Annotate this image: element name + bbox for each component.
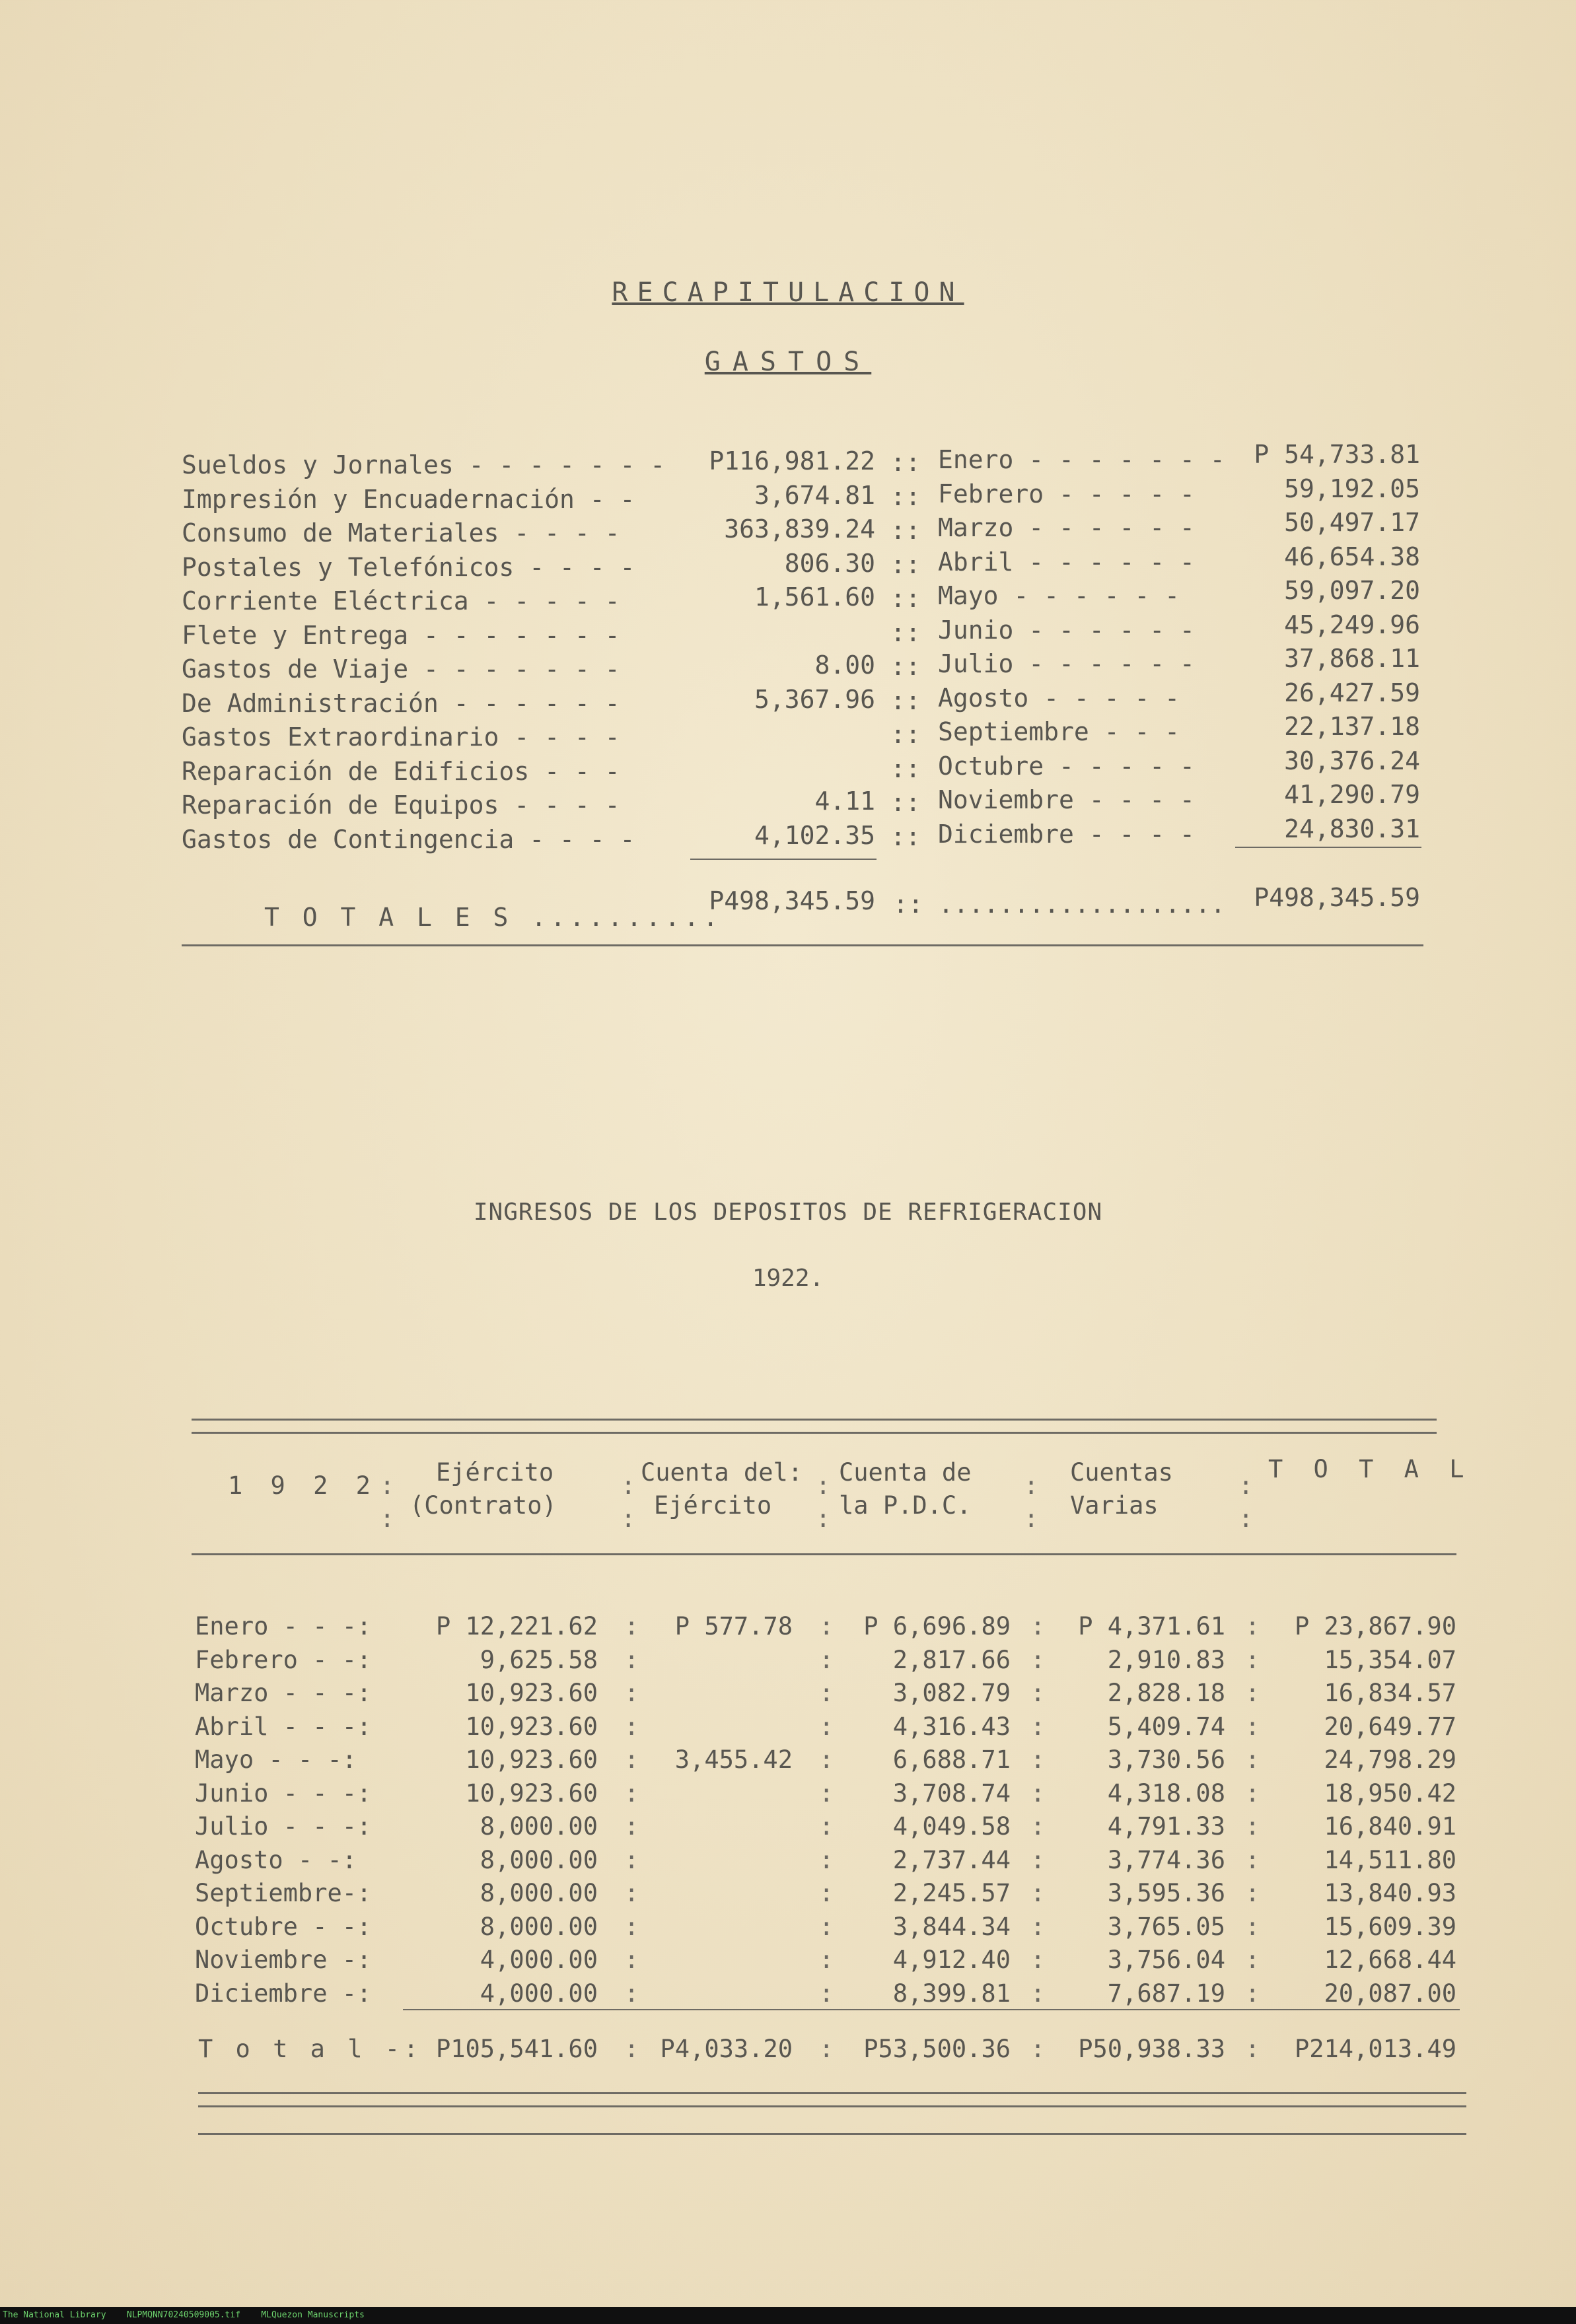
expense-label: Reparación de Equipos - - - - [182, 791, 620, 820]
expense-label: Reparación de Edificios - - - [182, 757, 620, 786]
row-colon: : [1245, 1879, 1260, 1907]
recap-separator: :: [890, 720, 921, 749]
expense-label: Corriente Eléctrica - - - - - [182, 586, 620, 616]
row-c1-value: 4,000.00 [480, 1979, 598, 2008]
row-c1-value: 8,000.00 [480, 1879, 598, 1907]
row-colon: : [1245, 1779, 1260, 1808]
recap-separator: :: [890, 584, 921, 613]
row-month: Noviembre -: [195, 1946, 372, 1974]
row-colon: : [1030, 1846, 1046, 1874]
row-colon: : [819, 1646, 834, 1674]
row-month: Septiembre-: [195, 1879, 372, 1907]
expense-label: Gastos de Viaje - - - - - - - [182, 654, 620, 684]
row-colon: : [624, 1679, 639, 1707]
month-amount: 59,097.20 [1284, 576, 1420, 605]
row-colon: : [624, 1779, 639, 1808]
row-c3-value: 4,912.40 [892, 1946, 1011, 1974]
total-c1-value: P105,541.60 [435, 2035, 598, 2063]
row-colon: : [1030, 1745, 1046, 1774]
row-c1-value: 8,000.00 [480, 1913, 598, 1941]
month-label: Noviembre - - - - [938, 785, 1195, 814]
row-colon: : [1245, 1712, 1260, 1741]
row-colon: : [1245, 1846, 1260, 1874]
month-amount: 46,654.38 [1284, 542, 1420, 571]
recap-separator: :: [890, 754, 921, 783]
row-c5-value: 20,087.00 [1324, 1979, 1456, 2008]
total-colon: : [1030, 2035, 1046, 2063]
header-colon: : [621, 1471, 636, 1500]
expense-amount: P116,981.22 [709, 446, 875, 475]
row-c5-value: 14,511.80 [1324, 1846, 1456, 1874]
row-colon: : [1245, 1979, 1260, 2008]
header-colon: : [380, 1471, 395, 1500]
recap-separator: :: [890, 788, 921, 817]
expense-label: Impresión y Encuadernación - - [182, 485, 635, 514]
row-colon: : [1030, 1979, 1046, 2008]
ingresos-bottom-rule-2 [198, 2105, 1466, 2107]
ingresos-title: INGRESOS DE LOS DEPOSITOS DE REFRIGERACION [473, 1199, 1103, 1226]
row-c3-value: 2,817.66 [892, 1646, 1011, 1674]
table-row [0, 1644, 1576, 1677]
row-colon: : [1245, 1946, 1260, 1974]
row-colon: : [624, 1712, 639, 1741]
table-row [0, 1777, 1576, 1810]
row-c3-value: 4,316.43 [892, 1712, 1011, 1741]
expense-label: Flete y Entrega - - - - - - - [182, 621, 620, 650]
row-c1-value: 10,923.60 [465, 1679, 598, 1707]
row-c1-value: 4,000.00 [480, 1946, 598, 1974]
row-colon: : [819, 1879, 834, 1907]
header-col1-line1: Ejército [436, 1458, 554, 1487]
row-c5-value: 16,834.57 [1324, 1679, 1456, 1707]
ingresos-sum-rule [403, 2009, 1460, 2010]
row-c3-value: 2,245.57 [892, 1879, 1011, 1907]
row-colon: : [624, 1913, 639, 1941]
table-row [0, 1977, 1576, 2010]
month-label: Junio - - - - - - [938, 616, 1195, 645]
header-year: 1 9 2 2 [228, 1471, 377, 1500]
header-colon: : [1238, 1471, 1254, 1500]
recap-separator: :: [890, 482, 921, 511]
month-amount: 26,427.59 [1284, 678, 1420, 707]
recap-subtitle: GASTOS [704, 347, 872, 377]
row-c5-value: 15,609.39 [1324, 1913, 1456, 1941]
row-colon: : [1245, 1646, 1260, 1674]
recap-separator: :: [890, 686, 921, 715]
expense-amount: 363,839.24 [724, 514, 875, 544]
month-label: Mayo - - - - - - [938, 581, 1180, 610]
archive-footer: The National Library NLPMQNN70240509005.tif MLQuezon Manuscripts [0, 2307, 1576, 2324]
table-row [0, 1677, 1576, 1710]
header-col1-line2: (Contrato) [410, 1491, 557, 1520]
row-c5-value: 24,798.29 [1324, 1745, 1456, 1774]
expense-label: Consumo de Materiales - - - - [182, 518, 620, 547]
month-amount: 45,249.96 [1284, 610, 1420, 639]
month-label: Septiembre - - - [938, 717, 1180, 746]
table-row [0, 1844, 1576, 1877]
row-colon: : [624, 1979, 639, 2008]
row-c5-value: 20,649.77 [1324, 1712, 1456, 1741]
month-label: Febrero - - - - - [938, 479, 1195, 509]
total-colon: : [624, 2035, 639, 2063]
row-c4-value: 3,765.05 [1107, 1913, 1225, 1941]
recap-separator: :: [890, 618, 921, 647]
recap-separator: :: [890, 822, 921, 851]
row-c1-value: 8,000.00 [480, 1846, 598, 1874]
row-c4-value: 2,828.18 [1107, 1679, 1225, 1707]
row-month: Marzo - - -: [195, 1679, 372, 1707]
recap-totals-left: P498,345.59 [709, 886, 875, 915]
row-c4-value: 7,687.19 [1107, 1979, 1225, 2008]
row-c1-value: 10,923.60 [465, 1745, 598, 1774]
row-c3-value: 4,049.58 [892, 1812, 1011, 1841]
row-c5-value: 16,840.91 [1324, 1812, 1456, 1841]
row-c3-value: P 6,696.89 [863, 1612, 1011, 1640]
row-c4-value: 5,409.74 [1107, 1712, 1225, 1741]
table-row [0, 1911, 1576, 1944]
total-label: T o t a l -: [198, 2035, 423, 2063]
row-c3-value: 3,844.34 [892, 1913, 1011, 1941]
ingresos-year: 1922. [752, 1265, 824, 1292]
row-colon: : [624, 1846, 639, 1874]
header-colon: : [621, 1504, 636, 1533]
month-amount: 22,137.18 [1284, 712, 1420, 741]
table-row [0, 1710, 1576, 1743]
row-colon: : [819, 1812, 834, 1841]
month-amount: 37,868.11 [1284, 644, 1420, 673]
row-colon: : [1030, 1913, 1046, 1941]
row-colon: : [1245, 1612, 1260, 1640]
total-c3-value: P53,500.36 [863, 2035, 1011, 2063]
row-colon: : [1245, 1745, 1260, 1774]
expense-label: Gastos Extraordinario - - - - [182, 722, 620, 752]
row-c4-value: P 4,371.61 [1078, 1612, 1225, 1640]
month-amount: P 54,733.81 [1254, 440, 1420, 469]
table-row [0, 1743, 1576, 1777]
row-c4-value: 3,774.36 [1107, 1846, 1225, 1874]
header-col2-line2: Ejército [654, 1491, 772, 1520]
row-colon: : [1030, 1612, 1046, 1640]
ingresos-top-rule-2 [192, 1432, 1437, 1434]
table-row [0, 1944, 1576, 1977]
row-colon: : [1030, 1646, 1046, 1674]
row-c5-value: 13,840.93 [1324, 1879, 1456, 1907]
expense-amount: 1,561.60 [754, 582, 875, 612]
row-month: Julio - - -: [195, 1812, 372, 1841]
recap-bottom-rule [182, 944, 1423, 946]
row-c4-value: 4,791.33 [1107, 1812, 1225, 1841]
row-colon: : [1245, 1812, 1260, 1841]
recap-separator: :: [890, 550, 921, 579]
month-label: Octubre - - - - - [938, 752, 1195, 781]
total-c4-value: P50,938.33 [1078, 2035, 1225, 2063]
row-c4-value: 3,595.36 [1107, 1879, 1225, 1907]
month-sum-rule [1235, 847, 1421, 848]
month-amount: 30,376.24 [1284, 746, 1420, 775]
recap-separator: :: [890, 516, 921, 545]
recap-title: RECAPITULACION [612, 277, 964, 308]
row-colon: : [624, 1946, 639, 1974]
recap-totals-mid: :: ................... [893, 890, 1226, 919]
header-colon: : [1024, 1471, 1039, 1500]
row-c2-value: 3,455.42 [674, 1745, 793, 1774]
row-c1-value: 8,000.00 [480, 1812, 598, 1841]
row-c3-value: 3,708.74 [892, 1779, 1011, 1808]
row-colon: : [819, 1946, 834, 1974]
row-c4-value: 4,318.08 [1107, 1779, 1225, 1808]
row-c4-value: 2,910.83 [1107, 1646, 1225, 1674]
month-label: Julio - - - - - - [938, 649, 1195, 678]
month-amount: 24,830.31 [1284, 814, 1420, 843]
expense-amount: 806.30 [784, 549, 875, 578]
row-colon: : [1245, 1913, 1260, 1941]
total-c5-value: P214,013.49 [1294, 2035, 1456, 2063]
row-c1-value: P 12,221.62 [435, 1612, 598, 1640]
expense-amount: 5,367.96 [754, 685, 875, 714]
row-colon: : [819, 1979, 834, 2008]
header-colon: : [816, 1504, 831, 1533]
row-c3-value: 3,082.79 [892, 1679, 1011, 1707]
expense-label: Gastos de Contingencia - - - - [182, 825, 635, 854]
ingresos-header-rule [192, 1553, 1456, 1555]
row-month: Abril - - -: [195, 1712, 372, 1741]
month-label: Abril - - - - - - [938, 547, 1195, 577]
row-c5-value: P 23,867.90 [1294, 1612, 1456, 1640]
recap-totals-right: P498,345.59 [1254, 883, 1420, 912]
row-colon: : [1030, 1812, 1046, 1841]
header-col4-line1: Cuentas [1070, 1458, 1173, 1487]
month-amount: 41,290.79 [1284, 780, 1420, 809]
header-col3-line1: Cuenta de [839, 1458, 972, 1487]
header-colon: : [816, 1471, 831, 1500]
row-colon: : [819, 1712, 834, 1741]
row-month: Diciembre -: [195, 1979, 372, 2008]
row-colon: : [819, 1679, 834, 1707]
table-row [0, 1877, 1576, 1910]
header-colon: : [1024, 1504, 1039, 1533]
row-colon: : [624, 1646, 639, 1674]
expense-sum-rule [690, 859, 877, 860]
row-colon: : [1245, 1679, 1260, 1707]
row-colon: : [624, 1612, 639, 1640]
row-c3-value: 8,399.81 [892, 1979, 1011, 2008]
row-c1-value: 10,923.60 [465, 1779, 598, 1808]
ingresos-bottom-rule-3 [198, 2133, 1466, 2135]
row-month: Octubre - -: [195, 1913, 372, 1941]
row-colon: : [819, 1846, 834, 1874]
total-row [0, 2033, 1576, 2066]
row-c4-value: 3,730.56 [1107, 1745, 1225, 1774]
row-month: Agosto - -: [195, 1846, 357, 1874]
total-c2-value: P4,033.20 [660, 2035, 793, 2063]
row-c5-value: 12,668.44 [1324, 1946, 1456, 1974]
row-colon: : [624, 1745, 639, 1774]
row-colon: : [819, 1612, 834, 1640]
month-label: Marzo - - - - - - [938, 513, 1195, 542]
row-colon: : [624, 1812, 639, 1841]
total-colon: : [1245, 2035, 1260, 2063]
row-month: Febrero - -: [195, 1646, 372, 1674]
expense-label: Sueldos y Jornales - - - - - - - [182, 450, 666, 479]
header-col2-line1: Cuenta del: [641, 1458, 803, 1487]
month-label: Diciembre - - - - [938, 820, 1195, 849]
row-colon: : [1030, 1712, 1046, 1741]
header-colon: : [1238, 1504, 1254, 1533]
row-month: Junio - - -: [195, 1779, 372, 1808]
expense-amount: 8.00 [814, 651, 875, 680]
row-c3-value: 6,688.71 [892, 1745, 1011, 1774]
row-colon: : [1030, 1879, 1046, 1907]
row-month: Mayo - - -: [195, 1745, 357, 1774]
recap-totals-label: T O T A L E S .......... [264, 903, 723, 932]
header-col5: T O T A L [1268, 1455, 1472, 1483]
expense-amount: 4.11 [814, 787, 875, 816]
table-row [0, 1810, 1576, 1843]
expense-label: De Administración - - - - - - [182, 689, 620, 718]
row-c4-value: 3,756.04 [1107, 1946, 1225, 1974]
month-label: Agosto - - - - - [938, 684, 1180, 713]
total-colon: : [819, 2035, 834, 2063]
recap-separator: :: [890, 448, 921, 477]
recap-separator: :: [890, 652, 921, 681]
row-colon: : [819, 1745, 834, 1774]
row-c3-value: 2,737.44 [892, 1846, 1011, 1874]
header-col4-line2: Varias [1070, 1491, 1159, 1520]
header-colon: : [380, 1504, 395, 1533]
expense-amount: 3,674.81 [754, 481, 875, 510]
expense-label: Postales y Telefónicos - - - - [182, 553, 635, 582]
header-col3-line2: la P.D.C. [839, 1491, 972, 1520]
row-c1-value: 9,625.58 [480, 1646, 598, 1674]
month-amount: 59,192.05 [1284, 474, 1420, 503]
row-colon: : [819, 1779, 834, 1808]
row-c2-value: P 577.78 [674, 1612, 793, 1640]
row-month: Enero - - -: [195, 1612, 372, 1640]
row-c1-value: 10,923.60 [465, 1712, 598, 1741]
row-c5-value: 15,354.07 [1324, 1646, 1456, 1674]
ingresos-bottom-rule-1 [198, 2092, 1466, 2094]
ingresos-top-rule-1 [192, 1419, 1437, 1421]
month-label: Enero - - - - - - - [938, 445, 1225, 474]
table-row [0, 1610, 1576, 1643]
row-c5-value: 18,950.42 [1324, 1779, 1456, 1808]
row-colon: : [1030, 1946, 1046, 1974]
expense-amount: 4,102.35 [754, 821, 875, 850]
row-colon: : [1030, 1679, 1046, 1707]
row-colon: : [819, 1913, 834, 1941]
month-amount: 50,497.17 [1284, 508, 1420, 537]
row-colon: : [624, 1879, 639, 1907]
row-colon: : [1030, 1779, 1046, 1808]
